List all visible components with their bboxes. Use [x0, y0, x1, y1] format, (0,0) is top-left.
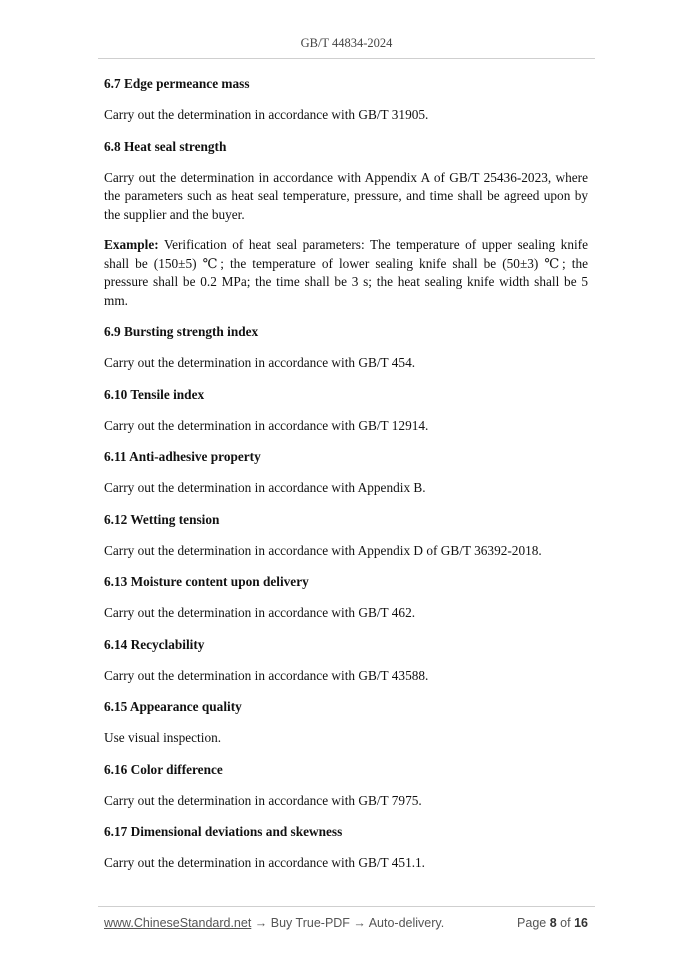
page-number — [517, 916, 588, 930]
footer-divider — [98, 906, 595, 907]
document-header — [0, 36, 693, 51]
section-text: Use visual inspection. — [104, 730, 222, 745]
example-text: Verification of heat seal parameters: The temperature of upper sealing knife shall be (150±5) ℃; the temperature of lower sealing knife shall be (50±3) ℃; the pressure shall be 0.2 MPa; the time shall be 3 s; the heat sealing knife width shall be 5 mm. — [104, 237, 588, 308]
section-heading: 6.15 Appearance quality — [104, 699, 242, 714]
page-current: 8 — [549, 916, 557, 930]
header-divider — [98, 58, 595, 59]
section-heading: 6.16 Color difference — [104, 761, 223, 777]
section-text: Carry out the determination in accordance with GB/T 12914. — [104, 417, 429, 433]
section-text: Carry out the determination in accordance with GB/T 7975. — [104, 792, 422, 808]
page-total: 16 — [574, 916, 588, 930]
section-heading: 6.8 Heat seal strength — [104, 138, 227, 154]
section-heading: 6.10 Tensile index — [104, 386, 205, 402]
section-text: Carry out the determination in accordance with GB/T 31905. — [104, 107, 429, 122]
section-heading: 6.17 Dimensional deviations and skewness — [104, 824, 343, 839]
section-heading: 6.7 Edge permeance mass — [104, 76, 250, 91]
page-of: of — [560, 916, 571, 930]
example-paragraph — [104, 236, 588, 310]
doc-id: GB/T 44834-2024 — [300, 36, 393, 50]
page-footer — [104, 916, 588, 934]
section-text: Carry out the determination in accordance with GB/T 451.1. — [104, 855, 426, 870]
footer-left — [104, 916, 444, 930]
footer-tagline: → Buy True-PDF → Auto-delivery. — [251, 916, 445, 930]
section-heading: 6.9 Bursting strength index — [104, 324, 259, 339]
section-text: Carry out the determination in accordance with GB/T 454. — [104, 355, 416, 370]
section-text: Carry out the determination in accordance with Appendix B. — [104, 480, 426, 495]
section-text: Carry out the determination in accordance with Appendix D of GB/T 36392-2018. — [104, 542, 542, 558]
example-label: Example: — [104, 237, 159, 252]
page-word: Page — [517, 916, 547, 930]
section-text: Carry out the determination in accordance with Appendix A of GB/T 25436-2023, where the parameters such as heat seal temperature, pressure, and time shall be agreed upon by the supplier and the buyer. — [104, 169, 588, 222]
section-heading: 6.11 Anti-adhesive property — [104, 449, 261, 464]
site-link[interactable]: www.ChineseStandard.net — [104, 916, 252, 930]
section-text: Carry out the determination in accordance with GB/T 43588. — [104, 667, 429, 683]
section-heading: 6.13 Moisture content upon delivery — [104, 574, 309, 589]
section-text: Carry out the determination in accordance with GB/T 462. — [104, 605, 416, 620]
section-heading: 6.14 Recyclability — [104, 636, 205, 652]
page-content — [104, 74, 588, 885]
section-heading: 6.12 Wetting tension — [104, 511, 220, 527]
